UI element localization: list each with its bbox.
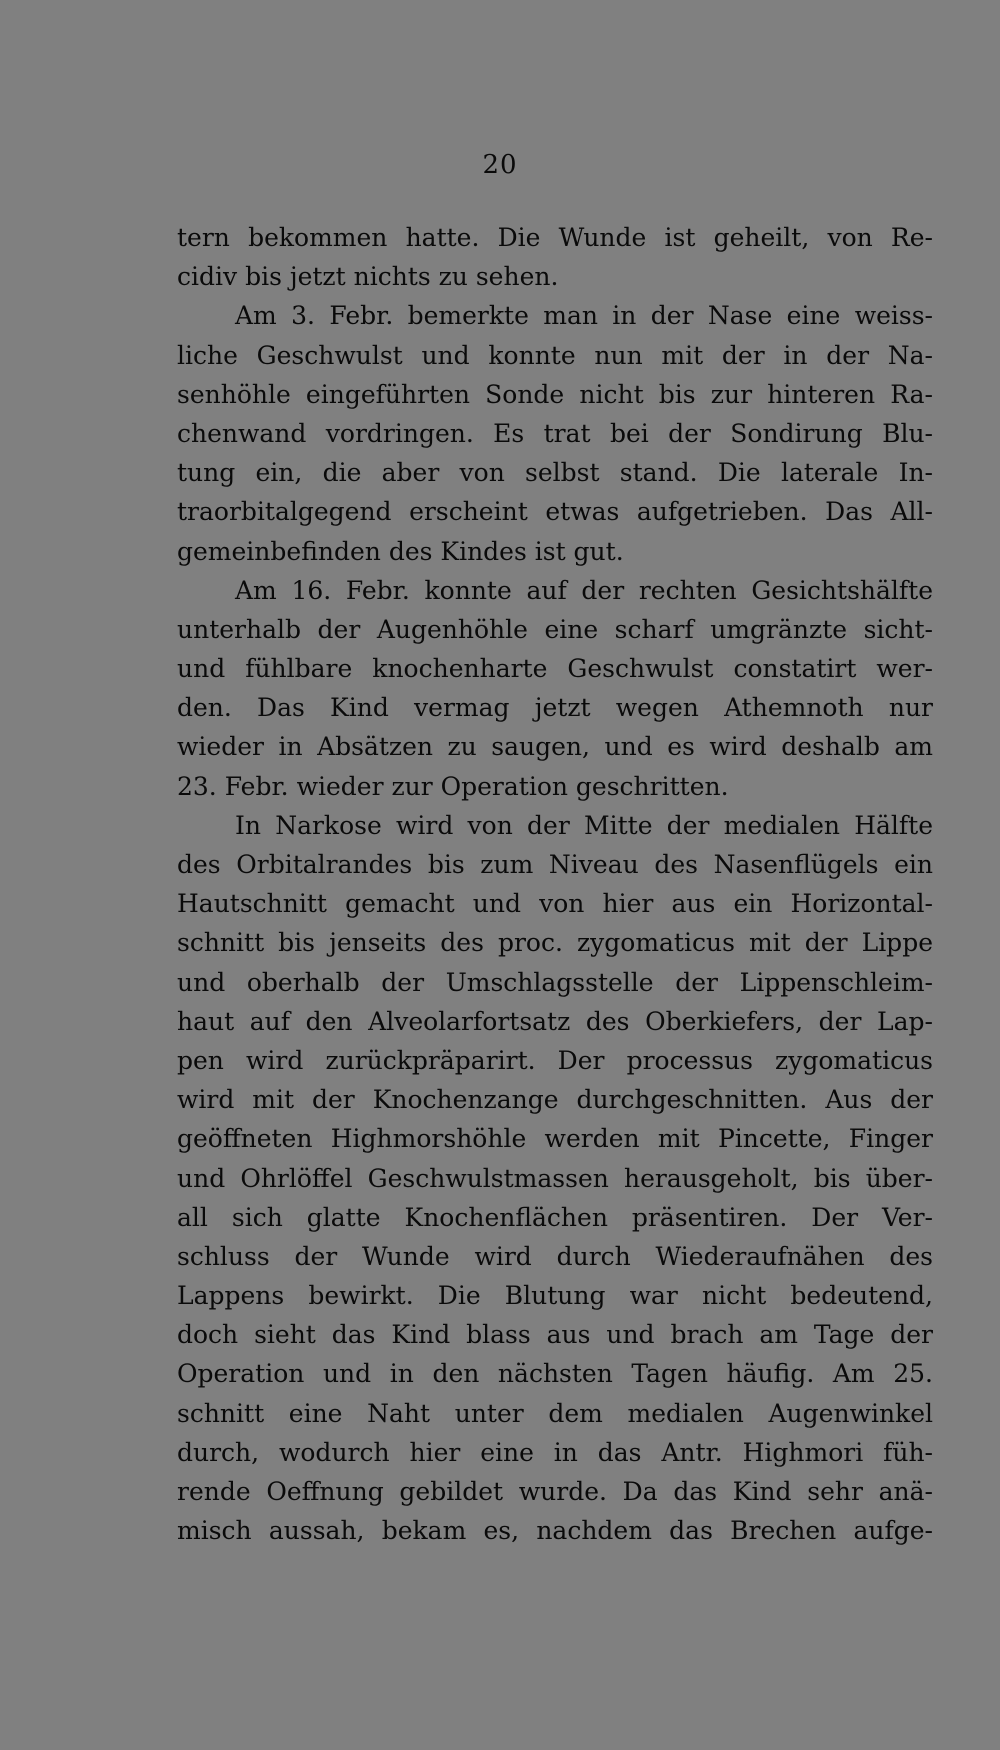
text-line: pen wird zurückpräparirt. Der processus zygomaticus — [177, 1045, 933, 1075]
text-line: und fühlbare knochenharte Geschwulst constatirt wer- — [177, 654, 933, 684]
text-line: den. Das Kind vermag jetzt wegen Athemnoth nur — [177, 693, 933, 723]
text-line: schnitt bis jenseits des proc. zygomaticus mit der Lippe — [177, 928, 933, 958]
text-line: wieder in Absätzen zu saugen, und es wird deshalb am — [177, 732, 933, 762]
text-line: doch sieht das Kind blass aus und brach am Tage der — [177, 1320, 933, 1350]
text-line: durch, wodurch hier eine in das Antr. Highmori füh- — [177, 1437, 933, 1467]
text-line: senhöhle eingeführten Sonde nicht bis zur hinteren Ra- — [177, 379, 933, 409]
text-line: Lappens bewirkt. Die Blutung war nicht bedeutend, — [177, 1281, 933, 1311]
text-line: und oberhalb der Umschlagsstelle der Lippenschleim- — [177, 967, 933, 997]
text-line: schluss der Wunde wird durch Wiederaufnähen des — [177, 1241, 933, 1271]
page-number: 20 — [482, 150, 518, 180]
text-line: geöffneten Highmorshöhle werden mit Pincette, Finger — [177, 1124, 933, 1154]
text-line: Hautschnitt gemacht und von hier aus ein Horizontal- — [177, 889, 933, 919]
text-line: rende Oeffnung gebildet wurde. Da das Kind sehr anä- — [177, 1477, 933, 1506]
text-line: schnitt eine Naht unter dem medialen Augenwinkel — [177, 1398, 933, 1428]
text-line: wird mit der Knochenzange durchgeschnitten. Aus der — [177, 1085, 933, 1115]
text-line: Operation und in den nächsten Tagen häufig. Am 25. — [177, 1359, 933, 1389]
text-line: all sich glatte Knochenflächen präsentiren. Der Ver- — [177, 1202, 933, 1232]
text-line: und Ohrlöffel Geschwulstmassen herausgeholt, bis über- — [177, 1163, 933, 1193]
text-line: misch aussah, bekam es, nachdem das Brechen aufge- — [177, 1516, 933, 1546]
text-line: unterhalb der Augenhöhle eine scharf umgränzte sicht- — [177, 614, 933, 644]
text-line: chenwand vordringen. Es trat bei der Sondirung Blu- — [177, 418, 933, 448]
text-line: tern bekommen hatte. Die Wunde ist geheilt, von Re- — [177, 223, 933, 252]
body-text — [177, 218, 933, 1550]
text-line: des Orbitalrandes bis zum Niveau des Nasenflügels ein — [177, 850, 933, 879]
text-line: 23. Febr. wieder zur Operation geschritten. — [177, 771, 729, 801]
text-line: haut auf den Alveolarfortsatz des Oberkiefers, der Lap- — [177, 1006, 933, 1036]
text-line: cidiv bis jetzt nichts zu sehen. — [177, 262, 559, 292]
text-line: Am 3. Febr. bemerkte man in der Nase eine weiss- — [235, 301, 933, 331]
text-line: liche Geschwulst und konnte nun mit der in der Na- — [177, 340, 933, 370]
text-line: gemeinbefinden des Kindes ist gut. — [177, 536, 624, 566]
text-line: traorbitalgegend erscheint etwas aufgetrieben. Das All- — [177, 497, 933, 527]
text-line: tung ein, die aber von selbst stand. Die laterale In- — [177, 458, 933, 488]
text-line: Am 16. Febr. konnte auf der rechten Gesichtshälfte — [235, 575, 933, 605]
text-line: In Narkose wird von der Mitte der medialen Hälfte — [235, 810, 933, 840]
